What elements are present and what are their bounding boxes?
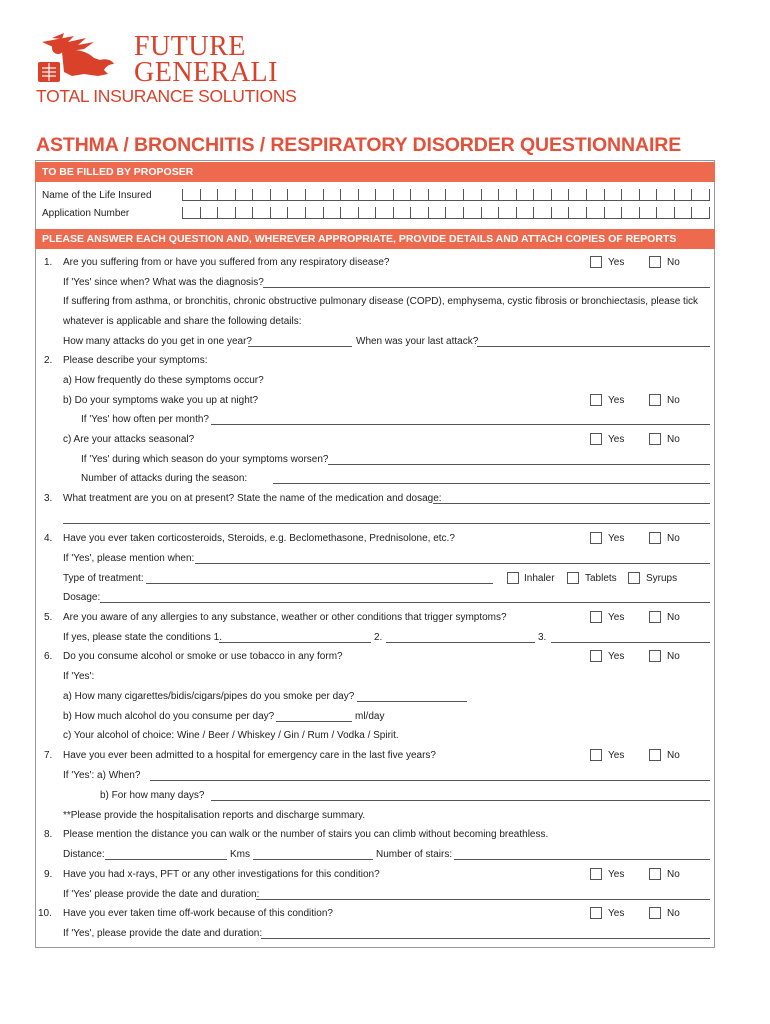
brand-name-line2: GENERALI	[134, 57, 278, 88]
q3-number: 3.	[44, 493, 53, 504]
q2b1-answer-line[interactable]	[211, 424, 710, 425]
q6-yes-checkbox[interactable]	[590, 650, 602, 662]
q2c-no-checkbox[interactable]	[649, 433, 661, 445]
q5-yes-label: Yes	[608, 612, 625, 623]
q1-yes-label: Yes	[608, 257, 625, 268]
q7-no-checkbox[interactable]	[649, 749, 661, 761]
q4-no-checkbox[interactable]	[649, 532, 661, 544]
q9-text: Have you had x-rays, PFT or any other investigations for this condition?	[63, 869, 380, 880]
q4-number: 4.	[44, 533, 53, 544]
q6c-answer-line[interactable]	[276, 721, 352, 722]
q10-number: 10.	[38, 908, 52, 919]
q6a-text: If 'Yes':	[63, 671, 95, 682]
q2b-no-label: No	[667, 395, 680, 406]
q6b-text: a) How many cigarettes/bidis/cigars/pipes do you smoke per day?	[63, 691, 355, 702]
q2b1-text: If 'Yes' how often per month?	[81, 414, 209, 425]
q4b-text: Type of treatment:	[63, 573, 144, 584]
q10-yes-label: Yes	[608, 908, 625, 919]
q2a-text: a) How frequently do these symptoms occur?	[63, 375, 264, 386]
q10-yes-checkbox[interactable]	[590, 907, 602, 919]
q6b-answer-line[interactable]	[357, 701, 467, 702]
q5-text: Are you aware of any allergies to any substance, weather or other conditions that trigger symptoms?	[63, 612, 507, 623]
q6c-unit: ml/day	[355, 711, 385, 722]
q7-text: Have you ever been admitted to a hospital for emergency care in the last five years?	[63, 750, 436, 761]
q1-no-checkbox[interactable]	[649, 256, 661, 268]
q7c-text: **Please provide the hospitalisation reports and discharge summary.	[63, 810, 366, 821]
q10-text: Have you ever taken time off-work because of this condition?	[63, 908, 333, 919]
q9-yes-label: Yes	[608, 869, 625, 880]
q9a-text: If 'Yes' please provide the date and duration:	[63, 889, 260, 900]
syrups-checkbox[interactable]	[628, 572, 640, 584]
q4a-text: If 'Yes', please mention when:	[63, 553, 195, 564]
q7-no-label: No	[667, 750, 680, 761]
proposer-heading: TO BE FILLED BY PROPOSER	[35, 162, 715, 182]
name-input-boxes[interactable]	[182, 189, 710, 201]
q1-number: 1.	[44, 257, 53, 268]
q5-no-checkbox[interactable]	[649, 611, 661, 623]
q5-no-label: No	[667, 612, 680, 623]
q9-number: 9.	[44, 869, 53, 880]
q9-yes-checkbox[interactable]	[590, 868, 602, 880]
q5-condition2-line[interactable]	[386, 642, 535, 643]
q6-no-label: No	[667, 651, 680, 662]
q6c-text: b) How much alcohol do you consume per day?	[63, 711, 275, 722]
tagline: TOTAL INSURANCE SOLUTIONS	[36, 86, 297, 106]
distance-answer-line-2[interactable]	[253, 859, 373, 860]
q8-text: Please mention the distance you can walk or the number of stairs you can climb without becoming breathless.	[63, 829, 549, 840]
instructions-heading: PLEASE ANSWER EACH QUESTION AND, WHEREVER APPROPRIATE, PROVIDE DETAILS AND ATTACH COPIES OF REPORTS	[35, 229, 715, 249]
q2c1-text: If 'Yes' during which season do your symptoms worsen?	[81, 454, 329, 465]
q6-yes-label: Yes	[608, 651, 625, 662]
q5c-label: 3.	[538, 632, 547, 643]
q2-number: 2.	[44, 355, 53, 366]
q2b-no-checkbox[interactable]	[649, 394, 661, 406]
stairs-answer-line[interactable]	[454, 859, 710, 860]
q6-no-checkbox[interactable]	[649, 650, 661, 662]
winged-lion-icon	[34, 30, 129, 88]
q2c2-text: Number of attacks during the season:	[81, 473, 248, 484]
q10-no-label: No	[667, 908, 680, 919]
q4-text: Have you ever taken corticosteroids, Steroids, e.g. Beclomethasone, Prednisolone, etc.?	[63, 533, 455, 544]
q7-yes-label: Yes	[608, 750, 625, 761]
q3-text: What treatment are you on at present? State the name of the medication and dosage:	[63, 493, 442, 504]
q2c-text: c) Are your attacks seasonal?	[63, 434, 195, 445]
inhaler-checkbox[interactable]	[507, 572, 519, 584]
q1-yes-checkbox[interactable]	[590, 256, 602, 268]
q1a-text: If 'Yes' since when? What was the diagnosis?	[63, 277, 264, 288]
q2-text: Please describe your symptoms:	[63, 355, 208, 366]
q5-yes-checkbox[interactable]	[590, 611, 602, 623]
q1e-answer-line[interactable]	[477, 346, 710, 347]
q2b-yes-label: Yes	[608, 395, 625, 406]
q3-answer-line[interactable]	[433, 503, 710, 504]
q8c-label: Number of stairs:	[376, 849, 453, 860]
q4-yes-checkbox[interactable]	[590, 532, 602, 544]
tablets-checkbox[interactable]	[567, 572, 579, 584]
syrups-label: Syrups	[646, 573, 678, 584]
q10a-text: If 'Yes', please provide the date and duration:	[63, 928, 263, 939]
q1c-text: whatever is applicable and share the following details:	[63, 316, 302, 327]
application-number-label: Application Number	[42, 208, 130, 219]
q1-text: Are you suffering from or have you suffered from any respiratory disease?	[63, 257, 390, 268]
q4b-answer-line[interactable]	[146, 583, 493, 584]
q1e-text: When was your last attack?	[356, 336, 479, 347]
q2c-no-label: No	[667, 434, 680, 445]
q6-number: 6.	[44, 651, 53, 662]
q9-no-checkbox[interactable]	[649, 868, 661, 880]
tablets-label: Tablets	[585, 573, 617, 584]
q7b-answer-line[interactable]	[211, 800, 710, 801]
q10a-answer-line[interactable]	[261, 938, 710, 939]
q1-no-label: No	[667, 257, 680, 268]
page-title: ASTHMA / BRONCHITIS / RESPIRATORY DISORDER QUESTIONNAIRE	[36, 134, 682, 156]
q2c-yes-label: Yes	[608, 434, 625, 445]
q8-number: 8.	[44, 829, 53, 840]
q4-no-label: No	[667, 533, 680, 544]
q4a-answer-line[interactable]	[195, 563, 710, 564]
q4c-text: Dosage:	[63, 592, 101, 603]
q5-condition1-line[interactable]	[219, 642, 371, 643]
q7b-text: b) For how many days?	[100, 790, 205, 801]
q10-no-checkbox[interactable]	[649, 907, 661, 919]
q8a-label: Distance:	[63, 849, 105, 860]
q6d-text: c) Your alcohol of choice: Wine / Beer / Whiskey / Gin / Rum / Vodka / Spirit.	[63, 730, 399, 741]
q8b-unit: Kms	[230, 849, 250, 860]
q5b-label: 2.	[374, 632, 383, 643]
q9a-answer-line[interactable]	[256, 899, 710, 900]
q1a-answer-line[interactable]	[263, 287, 710, 288]
q7a-text: If 'Yes': a) When?	[63, 770, 141, 781]
inhaler-label: Inhaler	[524, 573, 555, 584]
q6-text: Do you consume alcohol or smoke or use tobacco in any form?	[63, 651, 343, 662]
name-label: Name of the Life Insured	[42, 190, 152, 201]
q1b-text: If suffering from asthma, or bronchitis, chronic obstructive pulmonary disease (COPD), emphysema, cystic fibrosis or bronchiectasis, please tick	[63, 296, 699, 307]
q1d-text: How many attacks do you get in one year?	[63, 336, 252, 347]
q4c-answer-line[interactable]	[100, 602, 710, 603]
q5-condition3-line[interactable]	[551, 642, 710, 643]
q7a-answer-line[interactable]	[150, 780, 710, 781]
q5-number: 5.	[44, 612, 53, 623]
q9-no-label: No	[667, 869, 680, 880]
q2b-text: b) Do your symptoms wake you up at night?	[63, 395, 259, 406]
q5a-text: If yes, please state the conditions 1.	[63, 632, 222, 643]
q1d-answer-line[interactable]	[248, 346, 352, 347]
q7-number: 7.	[44, 750, 53, 761]
q2c-yes-checkbox[interactable]	[590, 433, 602, 445]
q7-yes-checkbox[interactable]	[590, 749, 602, 761]
distance-answer-line[interactable]	[105, 859, 227, 860]
q2c1-answer-line[interactable]	[328, 464, 710, 465]
q4-yes-label: Yes	[608, 533, 625, 544]
q2c2-answer-line[interactable]	[273, 483, 710, 484]
application-number-boxes[interactable]	[182, 207, 710, 219]
q3-answer-line-2[interactable]	[63, 523, 710, 524]
brand-name-line1: FUTURE	[134, 31, 246, 62]
q2b-yes-checkbox[interactable]	[590, 394, 602, 406]
